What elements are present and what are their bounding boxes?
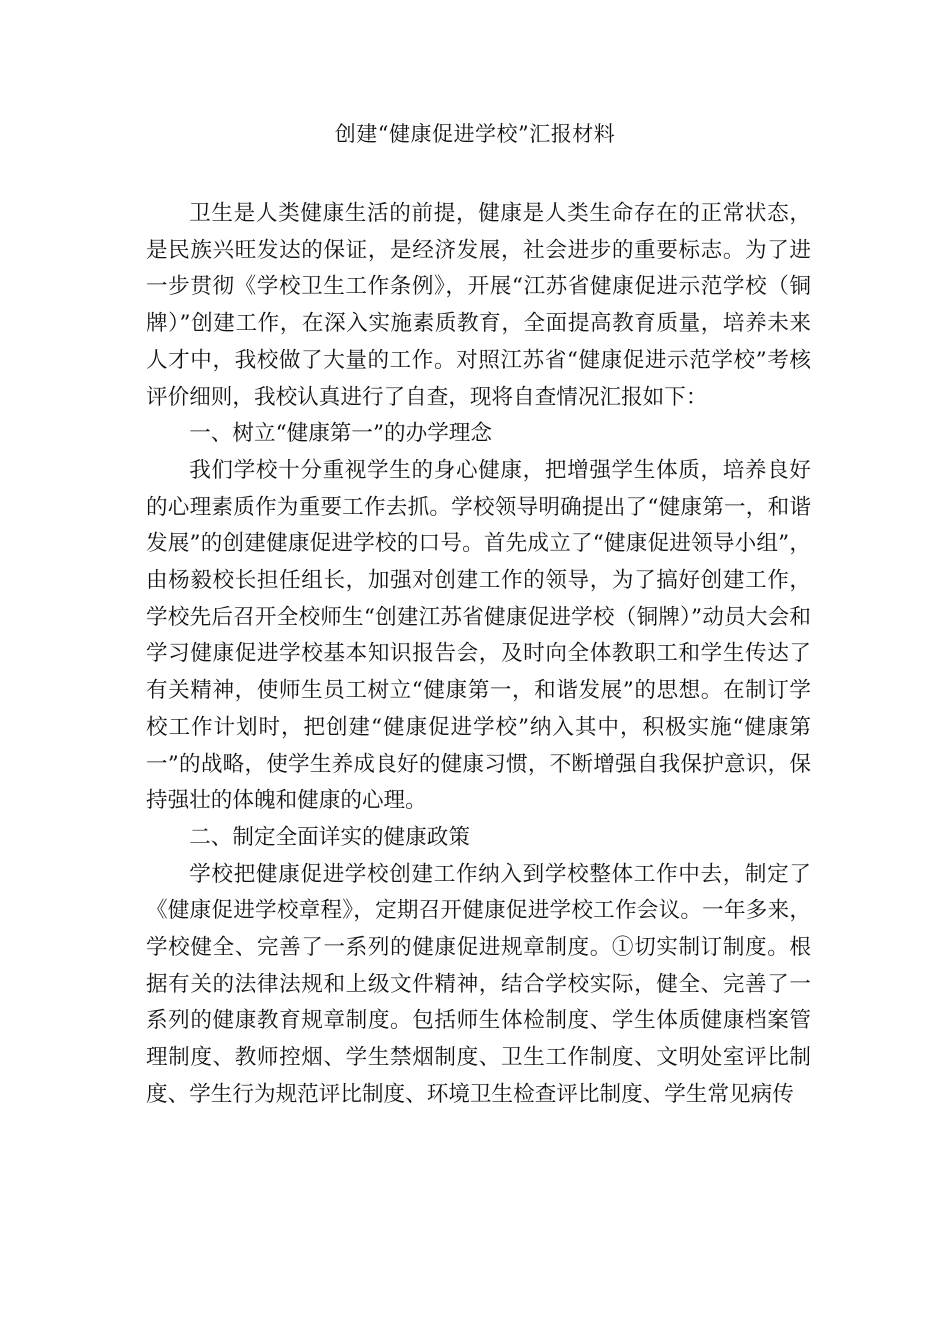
- document-body: [146, 196, 811, 1114]
- paragraph-section-1: 我们学校十分重视学生的身心健康，把增强学生体质，培养良好的心理素质作为重要工作去抓。学校领导明确提出了“健康第一，和谐发展”的创建健康促进学校的口号。首先成立了“健康促进领导小组”，由杨毅校长担任组长，加强对创建工作的领导，为了搞好创建工作，学校先后召开全校师生“创建江苏省健康促进学校（铜牌）”动员大会和学习健康促进学校基本知识报告会，及时向全体教职工和学生传达了有关精神，使师生员工树立“健康第一，和谐发展”的思想。在制订学校工作计划时，把创建“健康促进学校”纳入其中，积极实施“健康第一”的战略，使学生养成良好的健康习惯，不断增强自我保护意识，保持强壮的体魄和健康的心理。: [146, 457, 811, 814]
- section-heading-1: 一、树立“健康第一”的办学理念: [189, 421, 492, 447]
- paragraph-intro: 卫生是人类健康生活的前提，健康是人类生命存在的正常状态，是民族兴旺发达的保证，是经济发展，社会进步的重要标志。为了进一步贯彻《学校卫生工作条例》，开展“江苏省健康促进示范学校（铜牌）”创建工作，在深入实施素质教育，全面提高教育质量，培养未来人才中，我校做了大量的工作。对照江苏省“健康促进示范学校”考核评价细则，我校认真进行了自查，现将自查情况汇报如下：: [146, 201, 811, 410]
- paragraph-section-2: 学校把健康促进学校创建工作纳入到学校整体工作中去，制定了《健康促进学校章程》，定期召开健康促进学校工作会议。一年多来，学校健全、完善了一系列的健康促进规章制度。①切实制订制度。根据有关的法律法规和上级文件精神，结合学校实际，健全、完善了一系列的健康教育规章制度。包括师生体检制度、学生体质健康档案管理制度、教师控烟、学生禁烟制度、卫生工作制度、文明处室评比制度、学生行为规范评比制度、环境卫生检查评比制度、学生常见病传: [146, 861, 811, 1107]
- document-title: 创建“健康促进学校”汇报材料: [334, 122, 616, 146]
- section-heading-2: 二、制定全面详实的健康政策: [189, 824, 470, 850]
